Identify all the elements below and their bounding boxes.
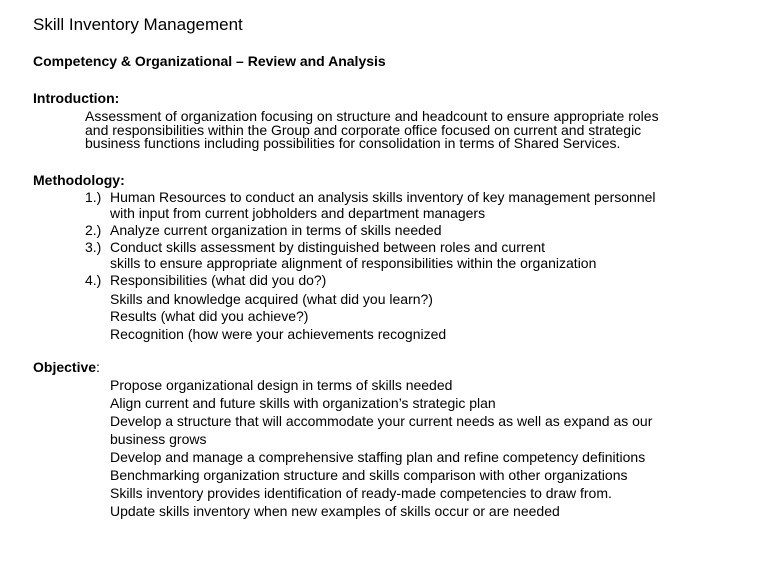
methodology-heading: Methodology:	[33, 172, 125, 188]
document-title: Skill Inventory Management	[33, 15, 243, 34]
objective-item: Develop and manage a comprehensive staffing plan and refine competency definitions	[110, 449, 646, 465]
methodology-number: 2.)	[85, 222, 102, 238]
methodology-sub-item: Recognition (how were your achievements recognized	[110, 326, 447, 342]
objective-item: Update skills inventory when new examples of skills occur or are needed	[110, 503, 560, 519]
methodology-item: Conduct skills assessment by distinguished between roles and current	[110, 239, 546, 255]
introduction-line: business functions including possibilities for consolidation in terms of Shared Services.	[85, 135, 621, 151]
objective-item-continuation: business grows	[110, 431, 207, 447]
objective-item: Align current and future skills with organization’s strategic plan	[110, 395, 496, 411]
methodology-number: 4.)	[85, 272, 102, 288]
methodology-item-continuation: skills to ensure appropriate alignment of responsibilities within the organization	[110, 255, 597, 271]
document-subtitle: Competency & Organizational – Review and Analysis	[33, 53, 386, 69]
objective-heading-line	[33, 359, 100, 375]
introduction-heading: Introduction:	[33, 90, 120, 106]
methodology-sub-item: Skills and knowledge acquired (what did you learn?)	[110, 291, 433, 307]
objective-item: Propose organizational design in terms of skills needed	[110, 377, 453, 393]
methodology-number: 1.)	[85, 189, 102, 205]
methodology-item: Analyze current organization in terms of skills needed	[110, 222, 442, 238]
methodology-sub-item: Results (what did you achieve?)	[110, 308, 309, 324]
methodology-item: Human Resources to conduct an analysis skills inventory of key management personnel	[110, 189, 656, 205]
objective-heading: Objective	[33, 359, 97, 375]
methodology-item-continuation: with input from current jobholders and department managers	[110, 205, 486, 221]
introduction-line: and responsibilities within the Group and corporate office focused on current and strategic	[85, 122, 642, 138]
methodology-item: Responsibilities (what did you do?)	[110, 272, 327, 288]
objective-item: Skills inventory provides identification of ready-made competencies to draw from.	[110, 485, 612, 501]
objective-item: Benchmarking organization structure and skills comparison with other organizations	[110, 467, 628, 483]
introduction-line: Assessment of organization focusing on structure and headcount to ensure appropriate roles	[85, 108, 659, 124]
methodology-number: 3.)	[85, 239, 102, 255]
objective-colon: :	[96, 359, 100, 375]
objective-item: Develop a structure that will accommodate your current needs as well as expand as our	[110, 413, 653, 429]
